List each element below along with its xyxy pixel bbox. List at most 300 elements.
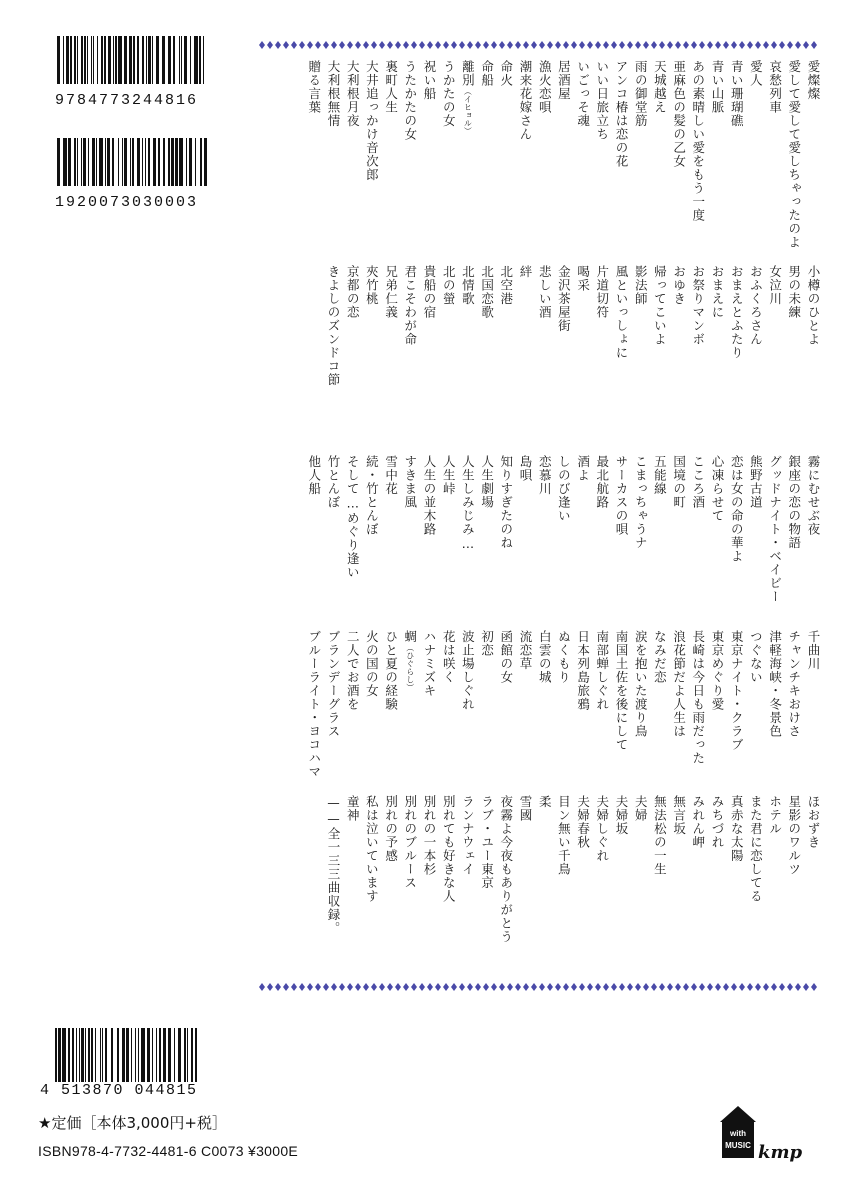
bead-ornament [355,41,361,49]
track-title: うたかたの女 [402,60,418,141]
barcode-bar [70,36,72,84]
bead-ornament [323,41,329,49]
barcode-bar [184,36,187,84]
bead-ornament [507,41,513,49]
bead-ornament [483,983,489,991]
barcode-bar [122,138,123,186]
track-title: みれん岬 [690,795,706,849]
track-title: 白雲の城 [537,630,553,684]
barcode-bar [105,138,106,186]
bead-ornament [779,983,785,991]
track-title: 命船 [479,60,495,87]
track-title: あの素晴しい愛をもう一度 [690,60,706,222]
bead-ornament [299,983,305,991]
bead-ornament [763,41,769,49]
bead-ornament [795,41,801,49]
barcode-bar [159,1028,161,1082]
barcode-bar [87,36,88,84]
track-title: 君こそわが命 [402,265,418,346]
track-title: 東京めぐり愛 [710,630,725,711]
bead-ornament [699,983,705,991]
bead-ornament [667,983,673,991]
barcode-bar [81,138,82,186]
bead-ornament [483,41,489,49]
track-title: うかたの女 [441,60,457,128]
bead-ornament [323,983,329,991]
track-title: 他人船 [306,455,322,496]
ruby-annotation: （ひぐらし） [405,643,415,692]
bead-ornament [595,41,601,49]
bead-ornament [379,41,385,49]
bead-ornament [307,983,313,991]
bead-ornament [755,983,761,991]
track-title: 日本列島旅鴉 [575,630,591,711]
bead-ornament [571,41,577,49]
barcode-bar [137,36,139,84]
barcode-bar [99,138,103,186]
barcode-bar [72,1028,74,1082]
barcode-bar [129,36,132,84]
track-title: サーカスの唄 [614,455,629,536]
track-title: そして…めぐり逢い [345,455,361,579]
barcode-bar [135,1028,136,1082]
barcode-bar [175,138,178,186]
barcode-bar [77,36,78,84]
bead-ornament [283,41,289,49]
barcode-bar [74,138,76,186]
bead-ornament [259,41,265,49]
track-title: 愛して愛して愛しちゃったのよ [786,60,802,249]
barcode-bar [107,138,110,186]
track-title: 愛人 [748,60,764,87]
track-title: 祝い船 [422,60,437,101]
track-title: 片道切符 [594,265,610,319]
track-title: つぐない [748,630,764,684]
track-title: 小樽のひとよ [806,265,821,346]
bead-ornament [459,983,465,991]
track-title: アンコ椿は恋の花 [614,60,629,168]
track-title: 男の未練 [786,265,802,319]
bead-ornament [435,41,441,49]
bead-ornament [443,41,449,49]
barcode-bar [117,1028,119,1082]
bead-ornament [747,983,753,991]
bead-ornament [355,983,361,991]
barcode-bar [181,36,182,84]
bead-ornament [555,41,561,49]
track-title: 浪花節だよ人生は [671,630,687,738]
isbn-barcode-number: 9784773244816 [55,92,199,109]
track-title: グッドナイト・ベイビー [767,455,783,604]
barcode-bar [124,36,127,84]
barcode-bar [195,138,196,186]
isbn-barcode [57,36,207,84]
svg-text:MUSIC: MUSIC [725,1141,751,1150]
barcode-bar [58,1028,61,1082]
barcode-bar [57,36,60,84]
barcode-bar [171,138,174,186]
track-title: ランナウェイ [460,795,476,876]
bead-ornament [411,983,417,991]
track-title: 蜩（ひぐらし） [402,630,418,692]
barcode-bar [200,138,202,186]
barcode-bar [156,36,159,84]
track-title: 潮来花嫁さん [518,60,533,141]
track-title: みちづれ [710,795,725,849]
track-title: 京都の恋 [345,265,361,319]
track-title: 夫婦春秋 [575,795,591,849]
bead-ornament [643,41,649,49]
bead-ornament [371,983,377,991]
bead-ornament [587,983,593,991]
svg-text:kmp: kmp [758,1142,803,1163]
bead-ornament [691,41,697,49]
bead-ornament [547,41,553,49]
track-title: 心凍らせて [710,455,725,523]
track-title: 裏町人生 [383,60,399,114]
bead-ornament [563,41,569,49]
kmp-publisher-logo [716,1102,806,1164]
bead-ornament [787,41,793,49]
bead-ornament [435,983,441,991]
track-title: 東京ナイト・クラブ [729,630,745,752]
track-title: 帰ってこいよ [652,265,668,346]
bead-ornament [475,41,481,49]
track-title: ハナミズキ [422,630,437,698]
track-title: 天城越え [652,60,668,114]
barcode-bar [168,1028,171,1082]
bead-ornament [491,983,497,991]
barcode-bar [97,36,98,84]
bead-ornament [587,41,593,49]
bead-ornament [467,41,473,49]
bead-ornament [755,41,761,49]
track-title: 女泣川 [767,265,783,306]
track-title: 銀座の恋の物語 [786,455,802,550]
bead-ornament [387,41,393,49]
track-title: ブランデーグラス [326,630,341,738]
bead-ornament [499,41,505,49]
barcode-bar [104,36,106,84]
bead-ornament [627,41,633,49]
track-title: 竹とんぼ [326,455,341,509]
track-title: ぬくもり [556,630,572,684]
track-title: 夫婦しぐれ [594,795,610,863]
track-title: 無法松の一生 [652,795,668,876]
barcode-bar [118,138,119,186]
barcode-bar [156,1028,157,1082]
barcode-bar [141,1028,145,1082]
track-title: 国境の町 [671,455,687,509]
track-title: 熊野古道 [748,455,764,509]
barcode-bar [184,1028,186,1082]
track-title: おまえとふたり [729,265,745,360]
track-title: 人生しみじみ… [460,455,476,552]
track-title: 霧にむせぶ夜 [806,455,821,536]
barcode-bar [133,36,135,84]
bead-ornament [579,983,585,991]
barcode-bar [163,1028,166,1082]
barcode-bar [163,138,165,186]
track-title: 星影のワルツ [786,795,802,876]
track-title: 別れの予感 [383,795,399,863]
track-title: ラブ・ユー東京 [479,795,495,890]
track-title: 火の国の女 [364,630,380,698]
track-title: 兄弟仁義 [383,265,399,319]
bead-ornament [563,983,569,991]
bead-ornament [419,983,425,991]
bead-ornament [747,41,753,49]
barcode-bar [84,36,86,84]
track-title: 雪國 [518,795,533,822]
bead-ornament [315,41,321,49]
bead-ornament [275,983,281,991]
bead-ornament [603,41,609,49]
barcode-bar [195,1028,197,1082]
barcode-bar [174,1028,175,1082]
barcode-bar [111,1028,113,1082]
barcode-bar [63,138,67,186]
track-title: 命火 [498,60,514,87]
barcode-bar [108,36,111,84]
barcode-bar [68,1028,70,1082]
track-title: 贈る言葉 [306,60,322,114]
barcode-bar [178,1028,181,1082]
bead-ornament [811,41,817,49]
track-title: 恋は女の命の華よ [729,455,745,563]
barcode-bar [83,138,86,186]
bead-ornament [459,41,465,49]
barcode-bar [173,36,175,84]
track-title: 雨の御堂筋 [633,60,649,128]
barcode-bar [191,1028,193,1082]
track-title: 花は咲く [441,630,457,684]
barcode-bar [76,1028,77,1082]
barcode-bar [100,1028,101,1082]
track-title: いい日旅立ち [594,60,610,141]
barcode-bar [105,1028,107,1082]
barcode-bar [88,138,89,186]
barcode-bar [118,36,122,84]
barcode-bar [79,1028,80,1082]
track-title: また君に恋してる [748,795,764,903]
barcode-bar [142,138,143,186]
track-title: 大利根月夜 [345,60,361,128]
bead-ornament [715,41,721,49]
bead-ornament [739,983,745,991]
bead-ornament [699,41,705,49]
bead-ornament [667,41,673,49]
bead-ornament [363,983,369,991]
track-title: 絆 [518,265,533,279]
track-title: 影法師 [633,265,649,306]
bead-ornament [811,983,817,991]
barcode-bar [203,36,204,84]
bead-ornament [547,983,553,991]
bead-ornament [691,983,697,991]
bead-ornament [267,983,273,991]
barcode-bar [91,36,92,84]
bead-ornament [675,41,681,49]
track-title: ブルーライト・ヨコハマ [306,630,322,779]
track-title: 人生峠 [441,455,457,496]
barcode-bar [93,36,94,84]
track-title: 貴船の宿 [422,265,437,319]
barcode-bar [81,1028,84,1082]
bead-ornament [339,41,345,49]
barcode-bar [88,1028,90,1082]
barcode-bar [168,36,171,84]
bead-ornament [739,41,745,49]
barcode-bar [168,138,170,186]
barcode-bar [66,36,69,84]
track-title: 津軽海峡・冬景色 [767,630,783,738]
track-title: 人生の並木路 [422,455,437,536]
bead-ornament [299,41,305,49]
bead-ornament [611,41,617,49]
bead-ornament [555,983,561,991]
barcode-bar [204,138,207,186]
jan-barcode [55,1028,197,1082]
track-title: こころ酒 [690,455,706,509]
track-title: 無言坂 [671,795,687,836]
track-title: 別れても好きな人 [441,795,457,903]
track-title: 二人でお酒を [345,630,361,711]
bead-ornament [795,983,801,991]
barcode-bar [95,1028,96,1082]
bead-ornament [475,983,481,991]
track-title: 柔 [537,795,553,809]
track-title: 酒よ [575,455,591,482]
bead-ornament [467,983,473,991]
bead-ornament [331,983,337,991]
ruby-annotation: （イヒョル） [463,87,473,135]
bead-ornament [347,41,353,49]
price-label: ★定価［本体3,000円+税］ [38,1114,227,1132]
barcode-bar [96,138,97,186]
track-title: ひと夏の経験 [383,630,399,711]
bead-ornament [515,41,521,49]
bead-ornament [259,983,265,991]
bead-ornament [723,983,729,991]
barcode-bar [92,138,95,186]
bead-ornament [291,983,297,991]
bead-ornament [283,983,289,991]
track-title: 島唄 [518,455,533,482]
track-title: 亜麻色の髪の乙女 [671,60,687,168]
bead-ornament [291,41,297,49]
bead-ornament [347,983,353,991]
barcode-bar [162,36,165,84]
barcode-bar [112,138,114,186]
bead-ornament [771,41,777,49]
bead-ornament [771,983,777,991]
bead-ornament [619,983,625,991]
barcode-bar [158,138,160,186]
track-list [250,60,820,980]
track-title: 初恋 [479,630,495,657]
barcode-bar [187,1028,188,1082]
bead-ornament [803,41,809,49]
bead-ornament [371,41,377,49]
bead-ornament [763,983,769,991]
track-title: 最北航路 [594,455,610,509]
svg-text:with: with [730,1129,746,1138]
barcode-bar [77,138,78,186]
track-title: 函館の女 [498,630,514,684]
track-title: 悲しい酒 [537,265,553,319]
track-title: 雪中花 [383,455,399,496]
barcode-bar [63,36,64,84]
barcode-bar [126,1028,129,1082]
barcode-bar [190,36,191,84]
barcode-bar [130,138,131,186]
track-title: 青い珊瑚礁 [729,60,745,128]
classification-barcode-number: 1920073030003 [55,194,199,211]
track-title: おふくろさん [748,265,764,346]
bead-ornament [411,41,417,49]
bead-ornament [619,41,625,49]
track-title: 人生劇場 [479,455,495,509]
barcode-bar [146,36,147,84]
bead-ornament [787,983,793,991]
bottom-bead-border [258,982,818,992]
bead-ornament [523,41,529,49]
track-title: 別れの一本杉 [422,795,437,876]
bead-ornament [491,41,497,49]
bead-ornament [643,983,649,991]
bead-ornament [531,41,537,49]
barcode-bar [124,138,127,186]
track-title: 北国恋歌 [479,265,495,319]
barcode-bar [138,1028,139,1082]
bead-ornament [651,41,657,49]
track-title: 長崎は今日も雨だった [690,630,706,765]
bead-ornament [307,41,313,49]
track-title: 南国土佐を後にして [614,630,629,752]
barcode-bar [57,138,60,186]
bead-ornament [635,983,641,991]
bead-ornament [499,983,505,991]
track-title: お祭りマンボ [690,265,706,346]
track-title: 続・竹とんぼ [364,455,380,536]
track-title: 恋慕川 [537,455,553,496]
bead-ornament [427,41,433,49]
barcode-bar [189,138,192,186]
track-title: こまっちゃうナ [633,455,649,550]
bead-ornament [267,41,273,49]
barcode-bar [68,138,71,186]
track-title: なみだ恋 [652,630,668,684]
bead-ornament [539,41,545,49]
bead-ornament [731,41,737,49]
jan-barcode-number: 4 513870 044815 [40,1082,198,1099]
barcode-bar [199,36,201,84]
bead-ornament [403,41,409,49]
track-title: 北空港 [498,265,514,306]
track-title: 夾竹桃 [364,265,380,306]
track-title: 漁火恋唄 [537,60,553,114]
track-title: きよしのズンドコ節 [326,265,341,387]
track-title: 私は泣いています [364,795,380,903]
barcode-bar [102,1028,103,1082]
bead-ornament [595,983,601,991]
track-title: ほおずき [806,795,821,849]
bead-ornament [603,983,609,991]
track-title: 知りすぎたのね [498,455,514,550]
track-title: 喝采 [575,265,591,292]
bead-ornament [451,983,457,991]
